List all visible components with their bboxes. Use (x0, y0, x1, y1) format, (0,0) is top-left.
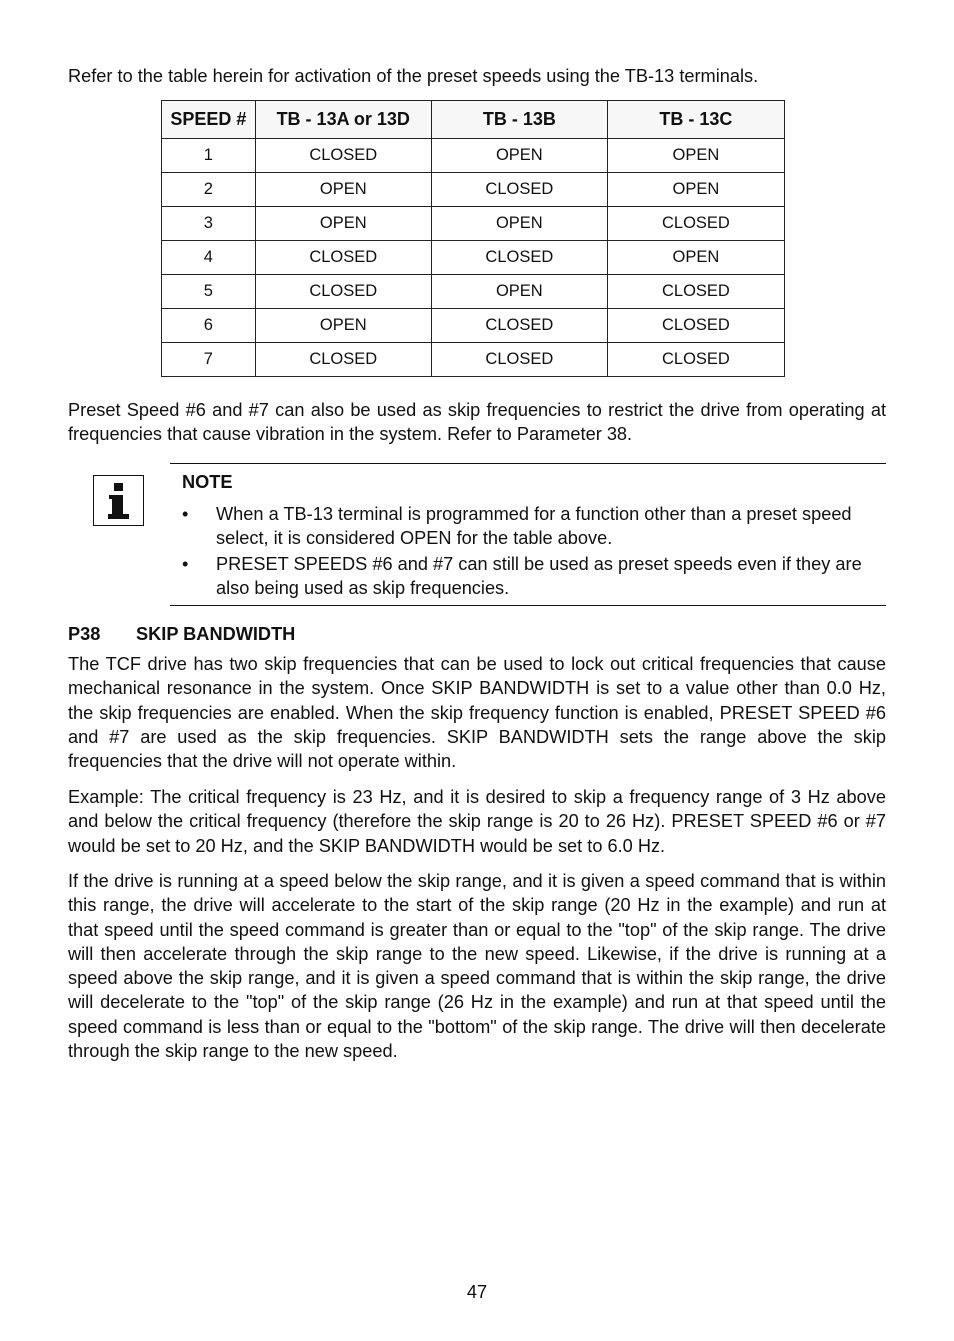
note-top-rule (170, 463, 886, 464)
table-header-row (162, 101, 785, 139)
note-list (182, 502, 872, 601)
note-item (182, 552, 872, 601)
table-cell: CLOSED (255, 275, 431, 309)
table-row (162, 343, 785, 377)
bullet-icon: • (182, 504, 189, 524)
table-cell: OPEN (255, 309, 431, 343)
table-cell: 7 (162, 343, 256, 377)
preset-speed-table (161, 100, 785, 377)
table-cell: OPEN (431, 275, 607, 309)
parameter-heading (68, 624, 295, 645)
skip-frequency-paragraph: Preset Speed #6 and #7 can also be used as skip frequencies to restrict the drive from operating at frequencies that cause vibration in the system. Refer to Parameter 38. (68, 400, 886, 445)
table-cell: OPEN (431, 207, 607, 241)
table-cell: CLOSED (431, 309, 607, 343)
table-row (162, 309, 785, 343)
table-row (162, 139, 785, 173)
table-cell: 6 (162, 309, 256, 343)
table-row (162, 275, 785, 309)
table-cell: CLOSED (255, 343, 431, 377)
column-header-tb13c: TB - 13C (607, 101, 784, 139)
table-cell: CLOSED (607, 309, 784, 343)
table-cell: CLOSED (431, 241, 607, 275)
example-paragraph: Example: The critical frequency is 23 Hz, and it is desired to skip a frequency range of 3 Hz above and below the critical frequency (therefore the skip range is 20 to 26 Hz). PRESET SPEED #6 or #7 would be set to 20 Hz, and the SKIP BANDWIDTH would be set to 6.0 Hz. (68, 787, 886, 856)
table-row (162, 241, 785, 275)
note-bottom-rule (170, 605, 886, 606)
table-cell: OPEN (255, 173, 431, 207)
operation-paragraph: If the drive is running at a speed below the skip range, and it is given a speed command that is within this range, the drive will accelerate to the start of the skip range (20 Hz in the example) and run at that speed until the speed command is greater than or equal to the "top" of the skip range. The drive will then accelerate through the skip range to the new speed. Likewise, if the drive is running at a speed above the skip range, and it is given a speed command that is within the skip range, the drive will decelerate to the "top" of the skip range (26 Hz in the example) and run at that speed until the speed command is less than or equal to the "bottom" of the skip range. The drive will then decelerate through the skip range to the new speed. (68, 871, 886, 1062)
column-header-tb13b: TB - 13B (431, 101, 607, 139)
table-cell: CLOSED (255, 139, 431, 173)
table-cell: 1 (162, 139, 256, 173)
table-cell: CLOSED (431, 343, 607, 377)
parameter-code: P38 (68, 624, 101, 644)
description-paragraph: The TCF drive has two skip frequencies that can be used to lock out critical frequencies that cause mechanical resonance in the system. Once SKIP BANDWIDTH is set to a value other than 0.0 Hz, the skip frequencies are enabled. When the skip frequency function is enabled, PRESET SPEED #6 and #7 are used as the skip frequencies. SKIP BANDWIDTH sets the range above the skip frequencies that the drive will not operate within. (68, 654, 886, 772)
page-number: 47 (466, 1282, 488, 1302)
table-row (162, 207, 785, 241)
table-row (162, 173, 785, 207)
table-cell: CLOSED (255, 241, 431, 275)
column-header-speed: SPEED # (162, 101, 256, 139)
bullet-icon: • (182, 553, 189, 574)
table-cell: 3 (162, 207, 256, 241)
table-cell: CLOSED (607, 207, 784, 241)
note-item-text: PRESET SPEEDS #6 and #7 can still be used as preset speeds even if they are also being used as skip frequencies. (216, 553, 862, 598)
table-cell: 2 (162, 173, 256, 207)
table-cell: CLOSED (431, 173, 607, 207)
note-item (182, 502, 872, 551)
table-cell: 4 (162, 241, 256, 275)
table-cell: OPEN (607, 173, 784, 207)
table-cell: 5 (162, 275, 256, 309)
table-cell: OPEN (255, 207, 431, 241)
table-cell: CLOSED (607, 275, 784, 309)
intro-paragraph: Refer to the table herein for activation of the preset speeds using the TB-13 terminals. (68, 66, 759, 86)
note-item-text: When a TB-13 terminal is programmed for a function other than a preset speed select, it is considered OPEN for the table above. (216, 504, 852, 549)
note-title: NOTE (182, 472, 233, 492)
info-icon (93, 475, 144, 526)
table-cell: OPEN (607, 139, 784, 173)
column-header-tb13a-13d: TB - 13A or 13D (255, 101, 431, 139)
table-cell: CLOSED (607, 343, 784, 377)
table-cell: OPEN (431, 139, 607, 173)
parameter-name: SKIP BANDWIDTH (136, 624, 296, 644)
table-cell: OPEN (607, 241, 784, 275)
